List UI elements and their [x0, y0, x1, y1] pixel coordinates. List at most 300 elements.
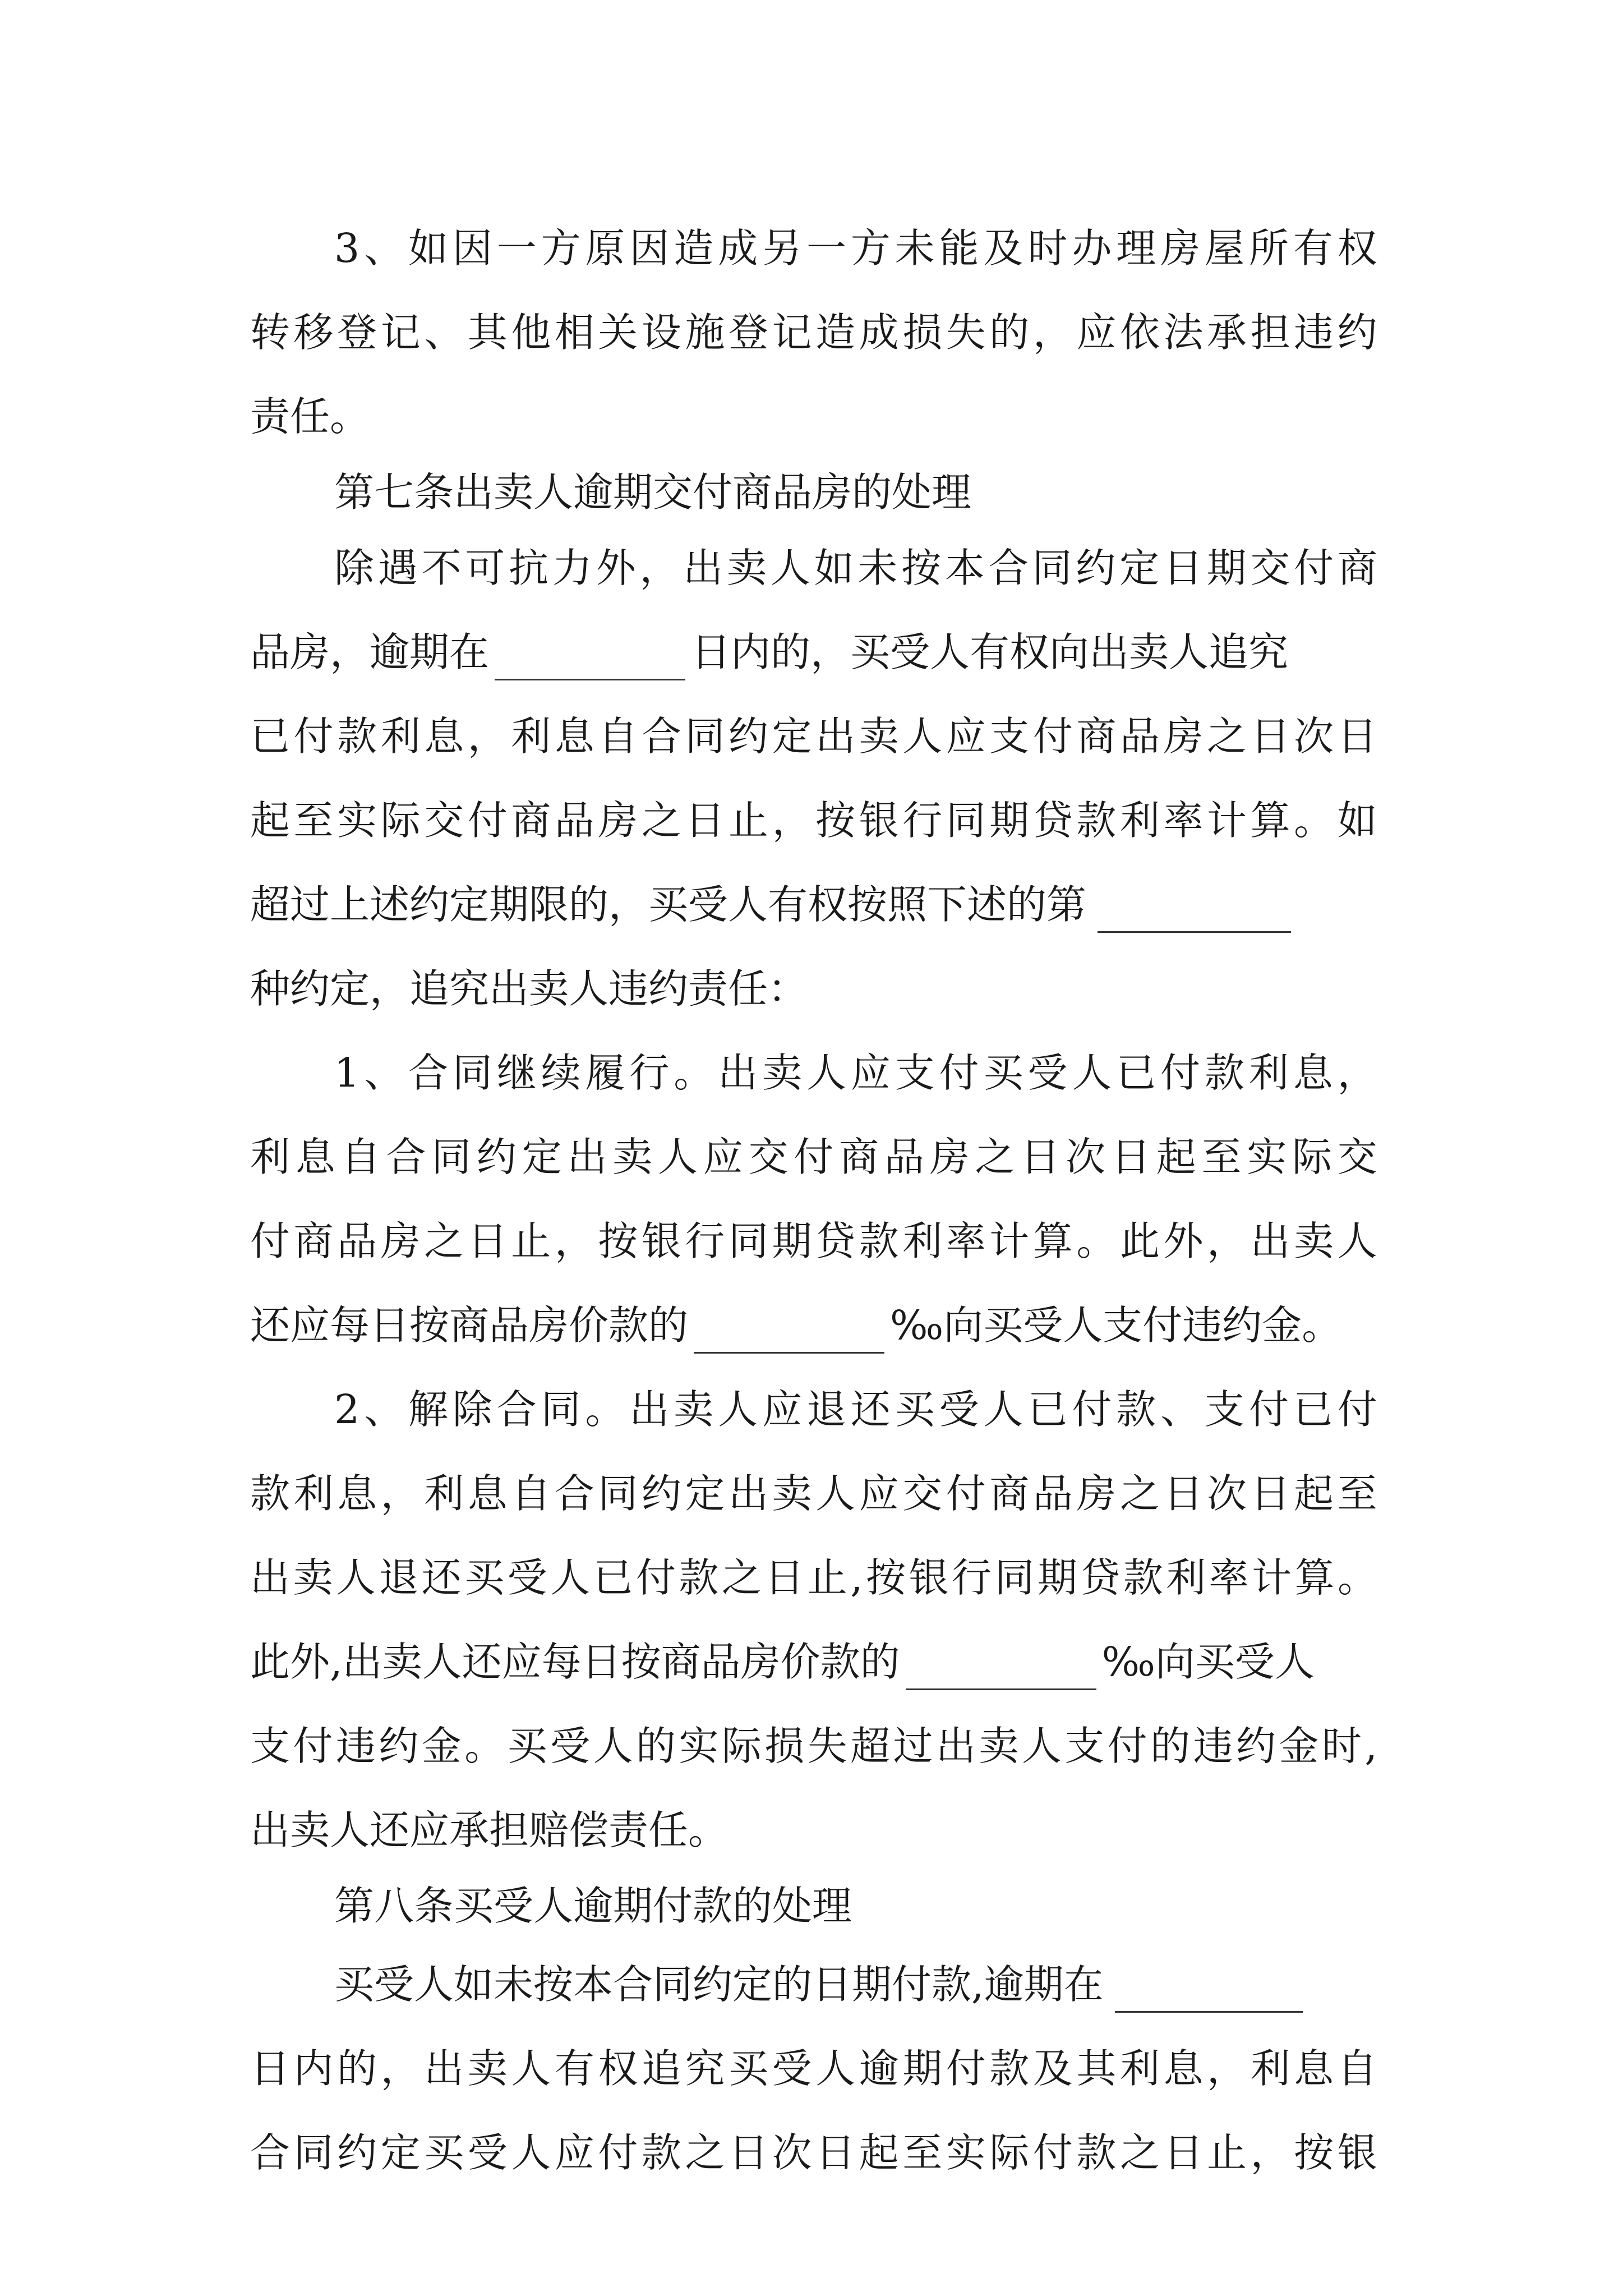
glyph: 卖 — [727, 545, 767, 591]
glyph: 。 — [674, 1050, 714, 1096]
glyph: 、 — [364, 1386, 404, 1433]
glyph: 付 — [939, 1050, 979, 1096]
glyph: 实 — [679, 1723, 719, 1769]
glyph: 息 — [295, 1134, 335, 1180]
glyph: 人 — [593, 1723, 633, 1769]
glyph: 人 — [511, 2045, 551, 2092]
line-text: 品房，逾期在 — [250, 629, 490, 675]
glyph: 合 — [250, 2129, 291, 2176]
glyph: 率 — [1163, 797, 1204, 844]
glyph: 1 — [334, 1050, 360, 1096]
glyph: 付 — [1337, 1386, 1377, 1433]
glyph: 息 — [1163, 2045, 1204, 2092]
glyph: 日 — [1110, 1134, 1151, 1180]
glyph: 卖 — [772, 1470, 812, 1517]
glyph: 商 — [989, 1470, 1030, 1517]
glyph: 卖 — [979, 1723, 1019, 1769]
line-text: 还应每日按商品房价款的 — [250, 1302, 689, 1349]
glyph: 定 — [522, 1134, 562, 1180]
glyph: 受 — [467, 2129, 508, 2176]
glyph: 应 — [762, 1386, 803, 1433]
glyph: 受 — [507, 1554, 547, 1601]
glyph: 至 — [293, 797, 334, 844]
glyph: 应 — [1076, 309, 1117, 356]
glyph: 未 — [857, 545, 898, 591]
glyph: 贷 — [1032, 797, 1073, 844]
glyph: 行 — [685, 1218, 725, 1264]
glyph: 应 — [703, 1134, 743, 1180]
line-text — [250, 793, 1377, 849]
glyph: 受 — [550, 1723, 591, 1769]
glyph: 款 — [1076, 797, 1117, 844]
glyph: 之 — [975, 1134, 1015, 1180]
text-line — [250, 1269, 1377, 1354]
fill-in-blank[interactable] — [1098, 882, 1291, 933]
glyph: 已 — [1293, 1386, 1333, 1433]
glyph: 支 — [1204, 1386, 1244, 1433]
glyph: 的 — [337, 2045, 377, 2092]
glyph: 继 — [496, 1050, 537, 1096]
glyph: 外 — [596, 545, 636, 591]
glyph: 违 — [1294, 309, 1334, 356]
glyph: 付 — [467, 797, 508, 844]
glyph: 方 — [850, 225, 891, 272]
glyph: 人 — [658, 1134, 698, 1180]
glyph: 付 — [1160, 1050, 1201, 1096]
line-text — [250, 708, 1377, 765]
glyph: 房 — [1076, 1470, 1117, 1517]
glyph: 。 — [1337, 1554, 1377, 1601]
glyph: 如 — [408, 225, 448, 272]
glyph: 利 — [1119, 797, 1160, 844]
glyph: 付 — [293, 1723, 333, 1769]
glyph: 。 — [1294, 797, 1334, 844]
glyph: 日 — [1250, 1470, 1290, 1517]
glyph: 所 — [1248, 225, 1289, 272]
glyph: 品 — [337, 1218, 377, 1264]
fill-in-blank[interactable] — [694, 1303, 884, 1354]
text-line — [334, 1929, 1377, 2013]
glyph: 款 — [641, 2129, 681, 2176]
glyph: 次 — [1066, 1134, 1106, 1180]
glyph: 实 — [1247, 1134, 1287, 1180]
line-text — [250, 1213, 1377, 1269]
glyph: 自 — [1337, 2045, 1377, 2092]
glyph: 逾 — [859, 2045, 899, 2092]
glyph: 按 — [598, 1218, 638, 1264]
glyph: 方 — [541, 225, 581, 272]
glyph: 、 — [364, 1050, 404, 1096]
glyph: 利 — [380, 713, 421, 760]
glyph: 房 — [929, 1134, 970, 1180]
glyph: 实 — [337, 797, 377, 844]
glyph: 息 — [337, 1470, 377, 1517]
glyph: 按 — [1294, 2129, 1334, 2176]
glyph: 付 — [598, 2129, 638, 2176]
glyph: 银 — [1337, 2129, 1377, 2176]
heading-text: 第七条出卖人逾期交付商品房的处理 — [334, 469, 972, 516]
glyph: 、 — [364, 225, 404, 272]
glyph: 违 — [335, 1723, 376, 1769]
glyph: 约 — [1236, 1723, 1276, 1769]
line-text — [334, 1045, 1377, 1101]
glyph: 之 — [1207, 713, 1247, 760]
glyph: 已 — [1116, 1050, 1156, 1096]
glyph: 同 — [1032, 545, 1072, 591]
fill-in-blank[interactable] — [1115, 1962, 1303, 2013]
glyph: 款 — [859, 1218, 899, 1264]
text-line — [250, 361, 1377, 445]
glyph: 已 — [1027, 1386, 1068, 1433]
glyph: 一 — [806, 225, 846, 272]
glyph: 按 — [866, 1554, 906, 1601]
glyph: 房 — [1160, 225, 1201, 272]
glyph: 同 — [293, 2129, 334, 2176]
glyph: 房 — [1163, 713, 1204, 760]
line-text — [334, 540, 1377, 596]
glyph: ， — [467, 713, 508, 760]
line-text — [334, 1382, 1377, 1438]
text-line — [250, 2097, 1377, 2181]
glyph: 违 — [1193, 1723, 1233, 1769]
glyph: 日 — [815, 2129, 856, 2176]
glyph: 合 — [988, 545, 1029, 591]
glyph: , — [850, 1554, 863, 1601]
glyph: 支 — [1064, 1723, 1105, 1769]
glyph: 付 — [1032, 2129, 1073, 2176]
glyph: 品 — [884, 1134, 924, 1180]
glyph: 此 — [1119, 1218, 1160, 1264]
glyph: 品 — [1119, 713, 1160, 760]
glyph: 起 — [250, 797, 291, 844]
glyph: 利 — [293, 1470, 334, 1517]
glyph: 款 — [1204, 1050, 1244, 1096]
glyph: 出 — [683, 545, 723, 591]
glyph: 卖 — [612, 1134, 653, 1180]
glyph: 付 — [250, 1218, 291, 1264]
glyph: 人 — [1072, 1050, 1112, 1096]
glyph: 起 — [1156, 1134, 1196, 1180]
glyph: 造 — [815, 309, 856, 356]
glyph: 际 — [989, 2129, 1030, 2176]
glyph: 日 — [1163, 2129, 1204, 2176]
glyph: 买 — [983, 1050, 1023, 1096]
glyph: 外 — [1163, 1218, 1204, 1264]
glyph: 按 — [901, 545, 942, 591]
glyph: 出 — [424, 2045, 464, 2092]
glyph: 交 — [748, 1134, 789, 1180]
glyph: 付 — [1107, 1723, 1147, 1769]
glyph: 移 — [293, 309, 334, 356]
glyph: 续 — [541, 1050, 581, 1096]
glyph: 品 — [1032, 1470, 1073, 1517]
glyph: 期 — [1206, 545, 1247, 591]
glyph: 约 — [1337, 309, 1377, 356]
line-text — [250, 2041, 1377, 2097]
glyph: 自 — [340, 1134, 381, 1180]
glyph: 应 — [859, 1470, 899, 1517]
glyph: 成 — [718, 225, 758, 272]
glyph: 卖 — [674, 1386, 714, 1433]
glyph: 人 — [770, 545, 810, 591]
glyph: 登 — [728, 309, 769, 356]
glyph: 权 — [1337, 225, 1377, 272]
section-heading — [334, 436, 1377, 521]
glyph: 约 — [476, 1134, 517, 1180]
glyph: 止 — [1207, 2129, 1247, 2176]
glyph: 有 — [1293, 225, 1333, 272]
glyph: 权 — [598, 2045, 638, 2092]
glyph: 同 — [946, 797, 986, 844]
glyph: 利 — [1248, 1050, 1289, 1096]
line-text — [250, 1129, 1377, 1185]
glyph: 期 — [989, 797, 1030, 844]
glyph: 银 — [909, 1554, 949, 1601]
glyph: 商 — [839, 1134, 879, 1180]
text-line — [250, 849, 1377, 933]
glyph: 之 — [1119, 2129, 1160, 2176]
glyph: 至 — [902, 2129, 943, 2176]
text-line — [250, 596, 1377, 680]
glyph: 卖 — [762, 1050, 803, 1096]
line-text: 超过上述约定期限的，买受人有权按照下述的第 — [250, 881, 1087, 928]
glyph: 至 — [1337, 1470, 1377, 1517]
glyph: 合 — [554, 1470, 594, 1517]
glyph: 应 — [850, 1050, 891, 1096]
glyph: 定 — [380, 2129, 421, 2176]
text-line — [334, 1354, 1377, 1438]
glyph: 算 — [1294, 1554, 1335, 1601]
glyph: 人 — [1337, 1218, 1377, 1264]
glyph: 交 — [424, 797, 464, 844]
glyph: 定 — [772, 713, 812, 760]
glyph: 损 — [902, 309, 943, 356]
text-line — [250, 765, 1377, 849]
glyph: 除 — [452, 1386, 492, 1433]
glyph: 日 — [1163, 545, 1203, 591]
glyph: 利 — [424, 1470, 464, 1517]
glyph: 合 — [641, 713, 681, 760]
glyph: 同 — [452, 1050, 492, 1096]
glyph: 受 — [1027, 1050, 1068, 1096]
glyph: 日 — [1020, 1134, 1061, 1180]
glyph: 日 — [685, 797, 725, 844]
glyph: 另 — [762, 225, 803, 272]
glyph: 出 — [629, 1386, 670, 1433]
glyph: 之 — [685, 2129, 725, 2176]
glyph: 息 — [1293, 1050, 1333, 1096]
glyph: 起 — [859, 2129, 899, 2176]
glyph: 日 — [467, 1218, 508, 1264]
glyph: 期 — [772, 1218, 812, 1264]
glyph: 因 — [452, 225, 492, 272]
glyph: 付 — [1248, 1386, 1289, 1433]
glyph: 房 — [598, 797, 638, 844]
glyph: 超 — [850, 1723, 891, 1769]
glyph: 一 — [496, 225, 537, 272]
glyph: 付 — [946, 1470, 986, 1517]
glyph: 买 — [424, 2129, 464, 2176]
glyph: 转 — [250, 309, 291, 356]
glyph: ， — [1250, 2129, 1290, 2176]
glyph: 卖 — [293, 1554, 333, 1601]
glyph: 计 — [989, 1218, 1030, 1264]
glyph: 不 — [421, 545, 462, 591]
glyph: 金 — [421, 1723, 462, 1769]
glyph: 力 — [552, 545, 592, 591]
glyph: 人 — [815, 1470, 856, 1517]
glyph: 起 — [1294, 1470, 1334, 1517]
glyph: 款 — [1076, 2129, 1117, 2176]
glyph: 率 — [1209, 1554, 1249, 1601]
glyph: 过 — [893, 1723, 933, 1769]
glyph: 日 — [764, 1554, 805, 1601]
glyph: 付 — [635, 1554, 676, 1601]
glyph: 他 — [511, 309, 551, 356]
glyph: 至 — [1201, 1134, 1242, 1180]
glyph: 出 — [718, 1050, 758, 1096]
glyph: 计 — [1207, 797, 1247, 844]
glyph: 卖 — [467, 2045, 508, 2092]
glyph: 贷 — [815, 1218, 856, 1264]
glyph: 付 — [1072, 1386, 1112, 1433]
glyph: 依 — [1119, 309, 1160, 356]
glyph: 可 — [465, 545, 505, 591]
glyph: 同 — [598, 1470, 638, 1517]
glyph: ， — [1032, 309, 1073, 356]
glyph: 商 — [1076, 713, 1117, 760]
glyph: 利 — [250, 1134, 291, 1180]
glyph: 行 — [629, 1050, 670, 1096]
glyph: ， — [772, 797, 812, 844]
glyph: 息 — [424, 713, 464, 760]
glyph: 次 — [772, 2129, 812, 2176]
fill-in-blank[interactable] — [495, 629, 685, 680]
glyph: 买 — [895, 1386, 935, 1433]
glyph: 退 — [806, 1386, 846, 1433]
glyph: ， — [380, 1470, 421, 1517]
glyph: 因 — [629, 225, 670, 272]
text-line — [250, 1438, 1377, 1522]
glyph: 同 — [541, 1386, 581, 1433]
glyph: 如 — [814, 545, 854, 591]
glyph: 人 — [718, 1386, 758, 1433]
glyph: 承 — [1207, 309, 1247, 356]
glyph: 同 — [728, 1218, 769, 1264]
glyph: ， — [554, 1218, 594, 1264]
glyph: 办 — [1072, 225, 1112, 272]
glyph: 银 — [859, 797, 899, 844]
text-line — [250, 1522, 1377, 1606]
glyph: 3 — [334, 225, 360, 272]
glyph: 理 — [1116, 225, 1156, 272]
glyph: 人 — [550, 1554, 591, 1601]
glyph: 次 — [1207, 1470, 1247, 1517]
glyph: 款 — [337, 713, 377, 760]
glyph: 同 — [431, 1134, 472, 1180]
glyph: 抗 — [509, 545, 549, 591]
glyph: ， — [1337, 1050, 1377, 1096]
line-text — [250, 1718, 1377, 1774]
heading-text: 第八条买受人逾期付款的处理 — [334, 1883, 852, 1929]
glyph: ， — [1207, 1218, 1247, 1264]
line-text — [250, 2125, 1377, 2181]
glyph: 的 — [635, 1723, 676, 1769]
glyph: 。 — [464, 1723, 505, 1769]
glyph: 止 — [511, 1218, 551, 1264]
glyph: 有 — [554, 2045, 594, 2092]
glyph: 息 — [467, 1470, 508, 1517]
glyph: 时 — [1321, 1723, 1362, 1769]
text-line — [250, 1774, 1377, 1858]
glyph: 际 — [380, 797, 421, 844]
glyph: 。 — [1076, 1218, 1117, 1264]
glyph: 内 — [293, 2045, 334, 2092]
glyph: 施 — [685, 309, 725, 356]
glyph: 原 — [585, 225, 625, 272]
glyph: 合 — [386, 1134, 426, 1180]
glyph: 其 — [467, 309, 508, 356]
glyph: 定 — [1119, 545, 1160, 591]
line-text: 种约定，追究出卖人违约责任： — [250, 965, 808, 1012]
glyph: 、 — [1160, 1386, 1201, 1433]
text-line — [334, 192, 1377, 277]
glyph: 自 — [598, 713, 638, 760]
glyph: 履 — [585, 1050, 625, 1096]
glyph: 能 — [939, 225, 979, 272]
glyph: 。 — [585, 1386, 625, 1433]
glyph: 买 — [728, 2045, 769, 2092]
glyph: 法 — [1163, 309, 1204, 356]
glyph: 行 — [902, 797, 943, 844]
glyph: 时 — [1027, 225, 1068, 272]
glyph: 相 — [554, 309, 594, 356]
glyph: 应 — [946, 713, 986, 760]
line-text: 责任。 — [250, 393, 370, 440]
glyph: 利 — [902, 1218, 943, 1264]
glyph: 究 — [685, 2045, 725, 2092]
glyph: 商 — [293, 1218, 334, 1264]
glyph: 约 — [379, 1723, 419, 1769]
glyph: ， — [380, 2045, 421, 2092]
glyph: ， — [639, 545, 680, 591]
glyph: 退 — [379, 1554, 419, 1601]
glyph: 出 — [1250, 1218, 1290, 1264]
text-line — [250, 1185, 1377, 1269]
glyph: 约 — [728, 713, 769, 760]
glyph: 记 — [380, 309, 421, 356]
glyph: 期 — [1037, 1554, 1077, 1601]
glyph: 按 — [815, 797, 856, 844]
glyph: 品 — [554, 797, 594, 844]
glyph: 之 — [424, 1218, 464, 1264]
glyph: 遇 — [377, 545, 418, 591]
text-line — [250, 680, 1377, 765]
glyph: 关 — [598, 309, 638, 356]
glyph: 款 — [1116, 1386, 1156, 1433]
glyph: 受 — [939, 1386, 979, 1433]
fill-in-blank[interactable] — [906, 1639, 1096, 1690]
glyph: 出 — [936, 1723, 976, 1769]
glyph: 的 — [989, 309, 1030, 356]
glyph: 款 — [989, 2045, 1030, 2092]
text-line — [250, 277, 1377, 361]
glyph: 买 — [464, 1554, 505, 1601]
line-text: 日内的，买受人有权向出卖人追究 — [691, 629, 1289, 675]
glyph: 贷 — [1080, 1554, 1121, 1601]
line-text: 买受人如未按本合同约定的日期付款,逾期在 — [334, 1961, 1104, 2008]
glyph: 算 — [1032, 1218, 1073, 1264]
